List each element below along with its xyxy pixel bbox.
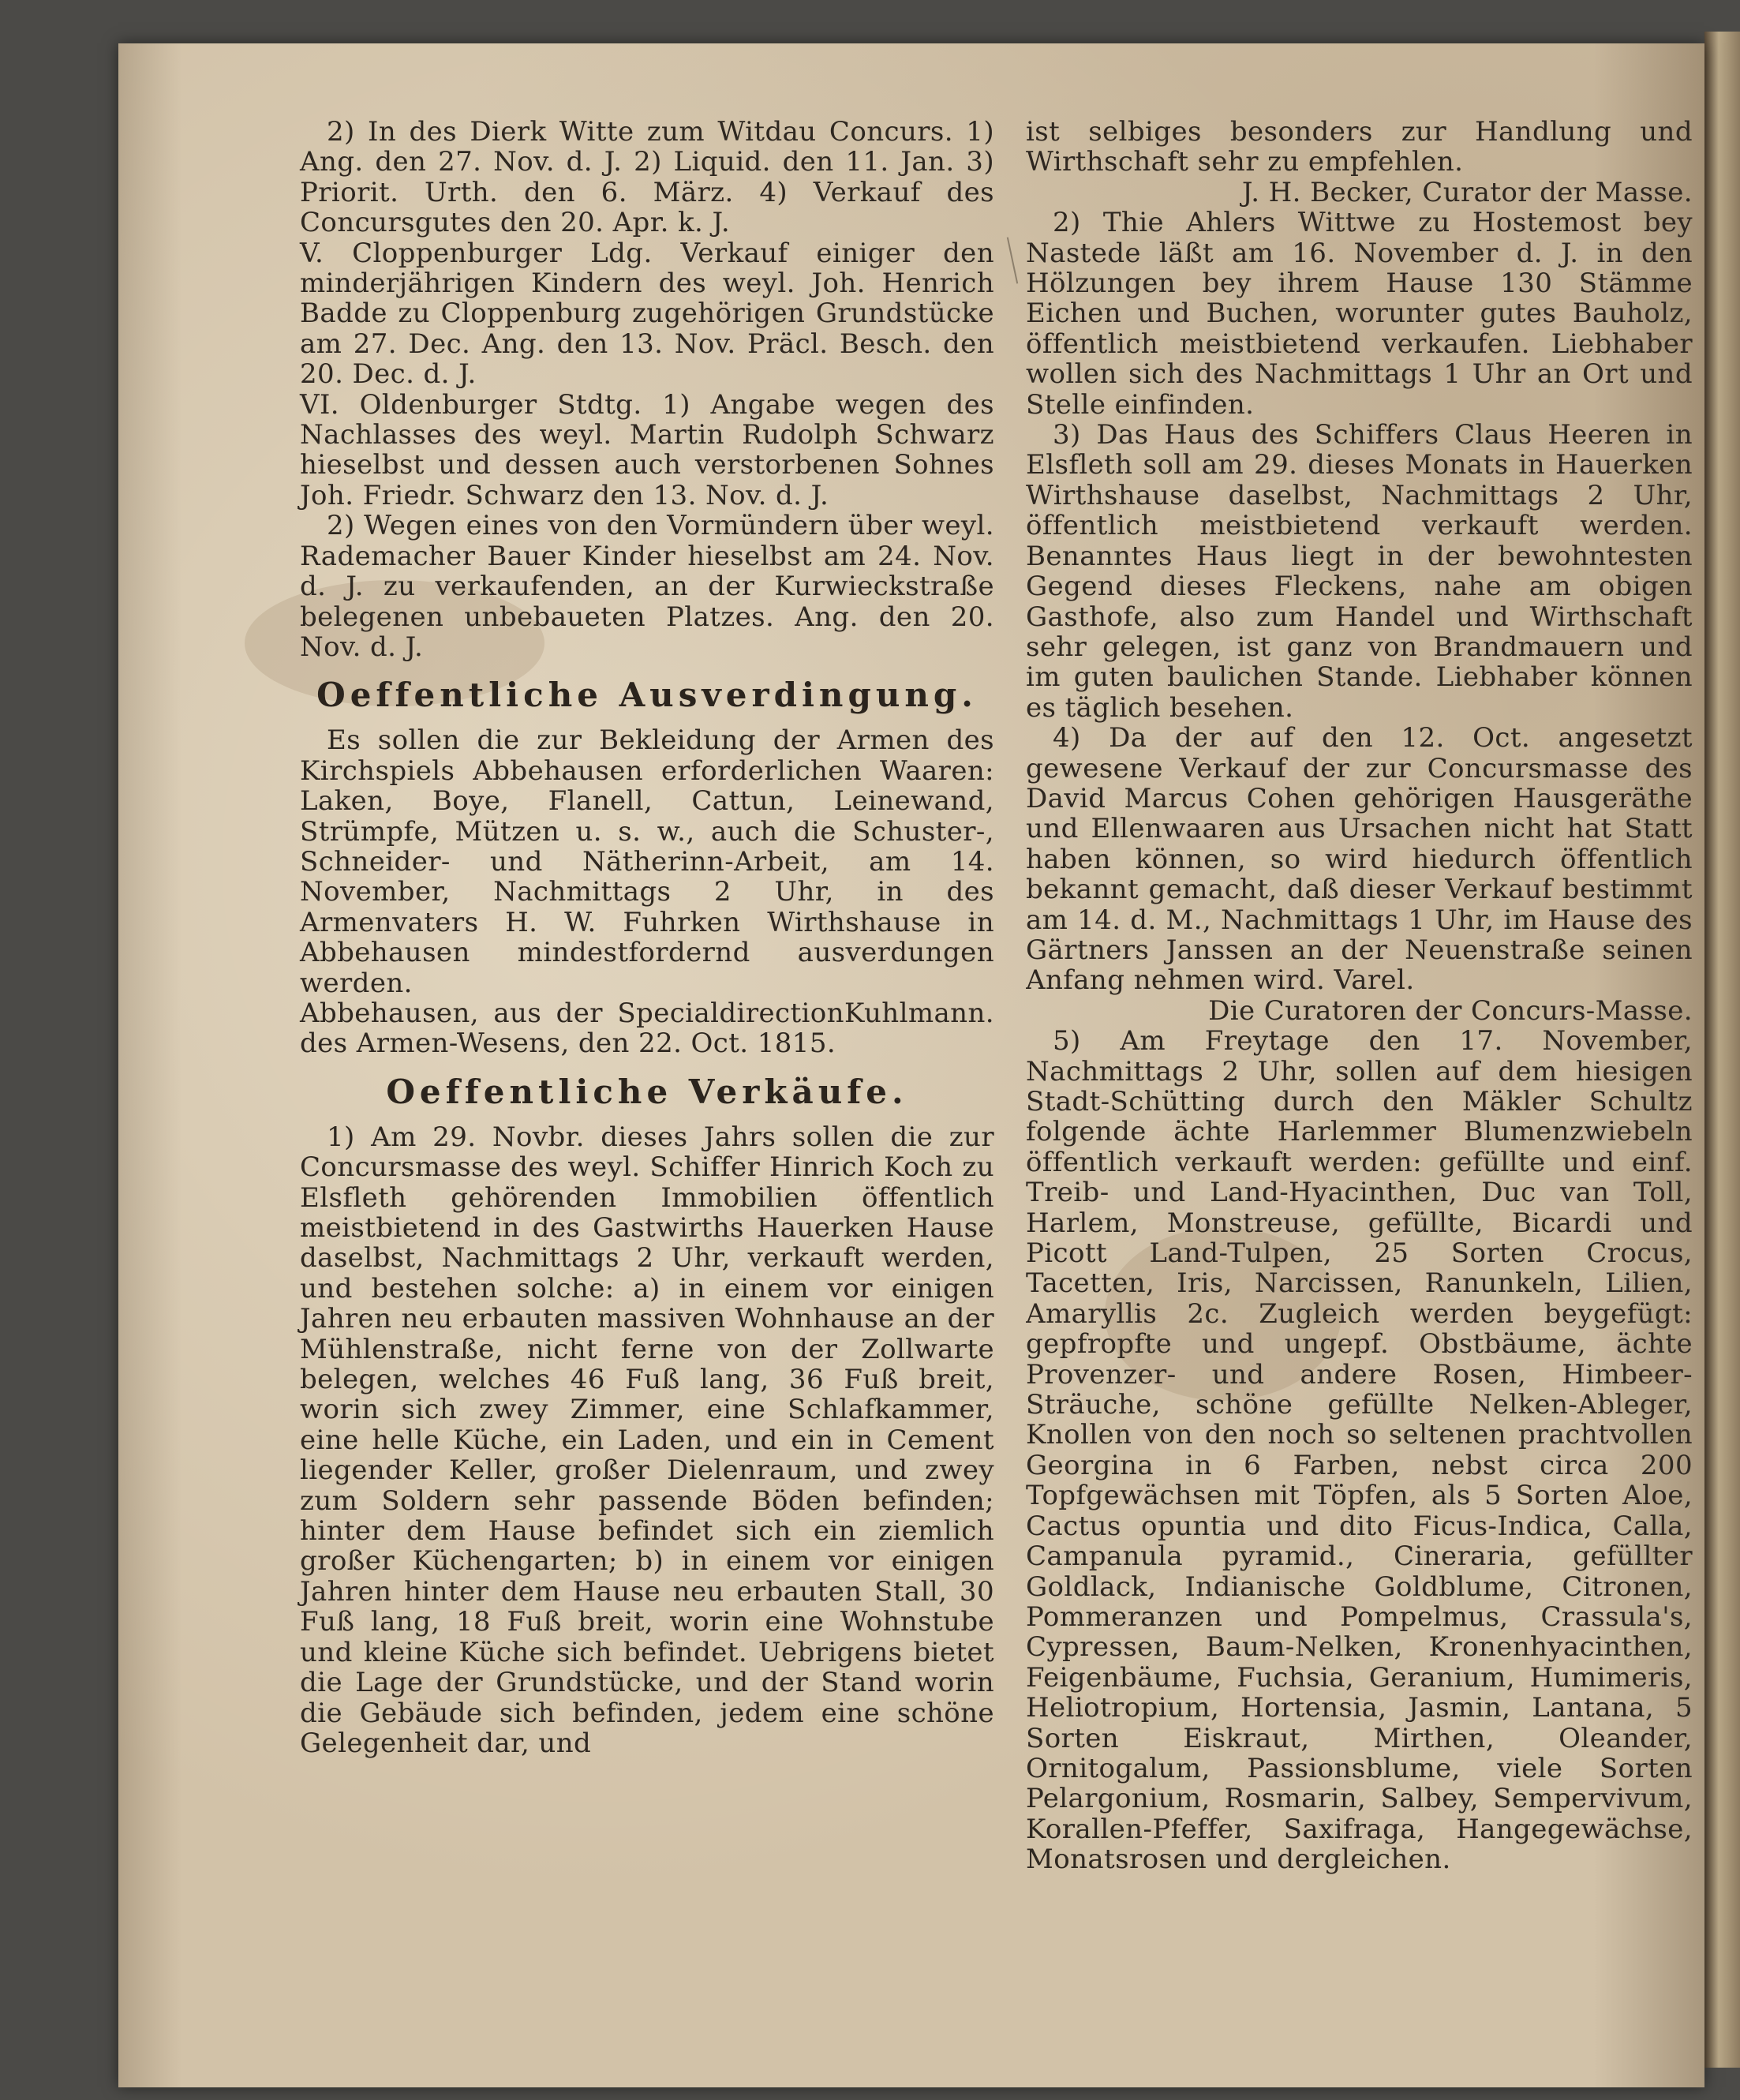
oldenburg-paragraph: VI. Oldenburger Stdtg. 1) Angabe wegen des Nachlasses des weyl. Martin Rudolph Schwarz hieselbst und dessen auch verstorbenen Sohnes Joh. Friedr. Schwarz den 13. Nov. d. J. <box>300 388 994 511</box>
heading-ausverdingung: Oeffentliche Ausverdingung. <box>316 676 978 715</box>
ausverdingung-text: Es sollen die zur Bekleidung der Armen des Kirchspiels Abbehausen erforderlichen Waaren: Laken, Boye, Flanell, Cattun, Leinewand, Strümpfe, Mützen u. s. w., auch die Schuster-, Schneider- und Nätherinn-Arbeit, am 14. November, Nachmittags 2 Uhr, in des Armenvaters H. W. Fuhrken Wirthshause in Abbehausen mindestfordernd ausverdungen werden. <box>300 724 994 999</box>
heading-verkaeufe: Oeffentliche Verkäufe. <box>386 1072 908 1111</box>
verkaeufe-item-4: 4) Da der auf den 12. Oct. angesetzt gewesene Verkauf der zur Concursmasse des David Marcus Cohen gehörigen Hausgeräthe und Ellenwaaren aus Ursachen nicht hat Statt haben können, so wird hiedurch öffentlich bekannt gemacht, daß dieser Verkauf bestimmt am 14. d. M., Nachmittags 1 Uhr, im Hause des Gärtners Janssen an der Neuenstraße seinen Anfang nehmen wird. Varel. <box>1026 722 1693 997</box>
ausverdingung-footer <box>300 998 994 1059</box>
ausverdingung-place: Abbehausen, aus der Specialdirection des Armen-Wesens, den 22. Oct. 1815. <box>300 997 844 1060</box>
left-column <box>300 117 994 1758</box>
verkaeufe-item-1: 1) Am 29. Novbr. dieses Jahrs sollen die zur Concursmasse des weyl. Schiffer Hinrich Koch zu Elsfleth gehörenden Immobilien öffentlich meistbietend in des Gastwirths Hauerken Hause daselbst, Nachmittags 2 Uhr, verkauft werden, und bestehen solche: a) in einem vor einigen Jahren neu erbauten massiven Wohnhause an der Mühlenstraße, nicht ferne von der Zollwarte belegen, welches 46 Fuß lang, 36 Fuß breit, worin sich zwey Zimmer, eine Schlafkammer, eine helle Küche, ein Laden, und ein in Cement liegender Keller, großer Dielenraum, und zwey zum Soldern sehr passende Böden befinden; hinter dem Hause befindet sich ein ziemlich großer Küchengarten; b) in einem vor einigen Jahren hinter dem Hause neu erbauten Stall, 30 Fuß lang, 18 Fuß breit, worin eine Wohnstube und kleine Küche sich befindet. Uebrigens bietet die Lage der Grundstücke, und der Stand worin die Gebäude sich befinden, jedem eine schöne Gelegenheit dar, und <box>300 1121 994 1759</box>
verkaeufe-item-5: 5) Am Freytage den 17. November, Nachmittags 2 Uhr, sollen auf dem hiesigen Stadt-Schütting durch den Mäkler Schultz folgende ächte Harlemmer Blumenzwiebeln öffentlich verkauft werden: gefüllte und einf. Treib- und Land-Hyacinthen, Duc van Toll, Harlem, Monstreuse, gefüllte, Bicardi und Picott Land-Tulpen, 25 Sorten Crocus, Tacetten, Iris, Narcissen, Ranunkeln, Lilien, Amaryllis 2c. Zugleich werden beygefügt: gepfropfte und ungepf. Obstbäume, ächte Provenzer- und andere Rosen, Himbeer-Sträuche, schöne gefüllte Nelken-Ableger, Knollen von den noch so seltenen prachtvollen Georgina in 6 Farben, nebst circa 200 Topfgewächsen mit Töpfen, als 5 Sorten Aloe, Cactus opuntia und dito Ficus-Indica, Calla, Campanula pyramid., Cineraria, gefüllter Goldlack, Indianische Goldblume, Citronen, Pommeranzen und Pompelmus, Crassula's, Cypressen, Baum-Nelken, Kronenhyacinthen, Feigenbäume, Fuchsia, Geranium, Humimeris, Heliotropium, Hortensia, Jasmin, Lantana, 5 Sorten Eiskraut, Mirthen, Oleander, Ornitogalum, Passionsblume, viele Sorten Pelargonium, Rosmarin, Salbey, Sempervivum, Korallen-Pfeffer, Saxifraga, Hangegewächse, Monatsrosen und dergleichen. <box>1026 1025 1693 1875</box>
verkaeufe-item-2: 2) Thie Ahlers Wittwe zu Hostemost bey Nastede läßt am 16. November d. J. in den Hölzungen bey ihrem Hause 130 Stämme Eichen und Buchen, worunter gutes Bauholz, öffentlich meistbietend verkaufen. Liebhaber wollen sich des Nachmittags 1 Uhr an Ort und Stelle einfinden. <box>1026 207 1693 421</box>
ausverdingung-signature: Kuhlmann. <box>844 997 994 1029</box>
concurs-paragraph: 2) In des Dierk Witte zum Witdau Concurs. 1) Ang. den 27. Nov. d. J. 2) Liquid. den 11. Jan. 3) Priorit. Urth. den 6. März. 4) Verkauf des Concursgutes den 20. Apr. k. J. <box>300 116 994 239</box>
right-column <box>1026 117 1693 1875</box>
page-edge <box>1704 32 1740 2068</box>
continuation-text: ist selbiges besonders zur Handlung und Wirthschaft sehr zu empfehlen. <box>1026 117 1693 178</box>
verkaeufe-item-3: 3) Das Haus des Schiffers Claus Heeren in Elsfleth soll am 29. dieses Monats in Hauerken Wirthshause daselbst, Nachmittags 2 Uhr, öffentlich meistbietend verkauft werden. Benanntes Haus liegt in der bewohntesten Gegend dieses Fleckens, nahe am obigen Gasthofe, also zum Handel und Wirthschaft sehr gelegen, ist ganz von Brandmauern und im guten baulichen Stande. Liebhaber können es täglich besehen. <box>1026 419 1693 724</box>
rademacher-paragraph: 2) Wegen eines von den Vormündern über weyl. Rademacher Bauer Kinder hieselbst am 24. Nov. d. J. zu verkaufenden, an der Kurwieckstraße belegenen unbebaueten Platzes. Ang. den 20. Nov. d. J. <box>300 510 994 663</box>
curators-signature: Die Curatoren der Concurs-Masse. <box>1208 994 1693 1027</box>
curator-signature: J. H. Becker, Curator der Masse. <box>1241 176 1693 208</box>
cloppenburg-paragraph: V. Cloppenburger Ldg. Verkauf einiger den minderjährigen Kindern des weyl. Joh. Henrich Badde zu Cloppenburg zugehörigen Grundstücke am 27. Dec. Ang. den 13. Nov. Präcl. Besch. den 20. Dec. d. J. <box>300 237 994 391</box>
